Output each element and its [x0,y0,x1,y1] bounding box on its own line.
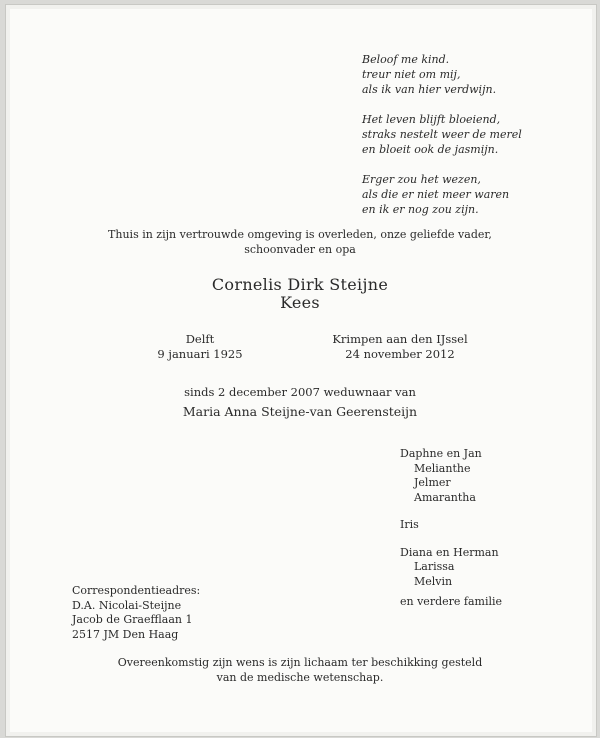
poem-line: treur niet om mij, [362,68,461,81]
birth-place: Delft [185,332,215,346]
spouse-name: Maria Anna Steijne-van Geerensteijn [182,404,418,419]
death-date: 24 november 2012 [345,347,455,361]
address-heading: Correspondentieadres: [72,584,201,597]
intro-line: schoonvader en opa [244,243,356,256]
intro-line: Thuis in zijn vertrouwde omgeving is overleden, onze geliefde vader, [108,228,492,241]
correspondence-address [72,584,200,642]
closing-note [0,655,600,685]
family-spacer [400,505,499,518]
poem-line: als die er niet meer waren [362,188,510,201]
death-info [330,332,470,362]
poem-line: Beloof me kind. [362,53,450,66]
address-name: D.A. Nicolai-Steijne [72,598,182,612]
poem-line: en bloeit ook de jasmijn. [362,143,499,156]
birth-info [135,332,265,362]
poem-line: en ik er nog zou zijn. [362,203,479,216]
family-parents: Diana en Herman [400,545,499,559]
poem-line: als ik van hier verdwijn. [362,83,497,96]
address-street: Jacob de Graefflaan 1 [72,613,193,626]
closing-line: van de medische wetenschap. [216,671,384,684]
widowhood-block [0,383,600,421]
closing-line: Overeenkomstig zijn wens is zijn lichaam ter beschikking gesteld [117,656,483,669]
death-place: Krimpen aan den IJssel [332,332,468,346]
poem-line: straks nestelt weer de merel [362,128,522,141]
family-parents: Daphne en Jan [400,447,482,460]
poem [362,52,522,232]
deceased-full-name: Cornelis Dirk Steijne [211,275,389,294]
poem-stanza [362,112,522,157]
widowhood-text: sinds 2 december 2007 weduwnaar van [184,385,416,399]
address-city: 2517 JM Den Haag [72,627,179,641]
family-child: Jelmer [414,476,451,489]
family-spacer [400,533,499,546]
family-list [400,447,499,589]
poem-stanza [362,172,522,217]
family-child: Larissa [414,560,455,573]
poem-stanza [362,52,522,97]
family-child: Amarantha [414,490,476,504]
deceased-name-block [0,276,600,312]
family-child: Melvin [414,574,453,588]
deceased-nickname: Kees [280,293,320,312]
family-child: Melianthe [414,461,471,475]
poem-line: Erger zou het wezen, [362,173,481,186]
birth-date: 9 januari 1925 [157,347,243,361]
announcement-intro [0,227,600,257]
family-parents: Iris [400,518,419,531]
further-family: en verdere familie [400,595,503,608]
poem-line: Het leven blijft bloeiend, [362,113,501,126]
